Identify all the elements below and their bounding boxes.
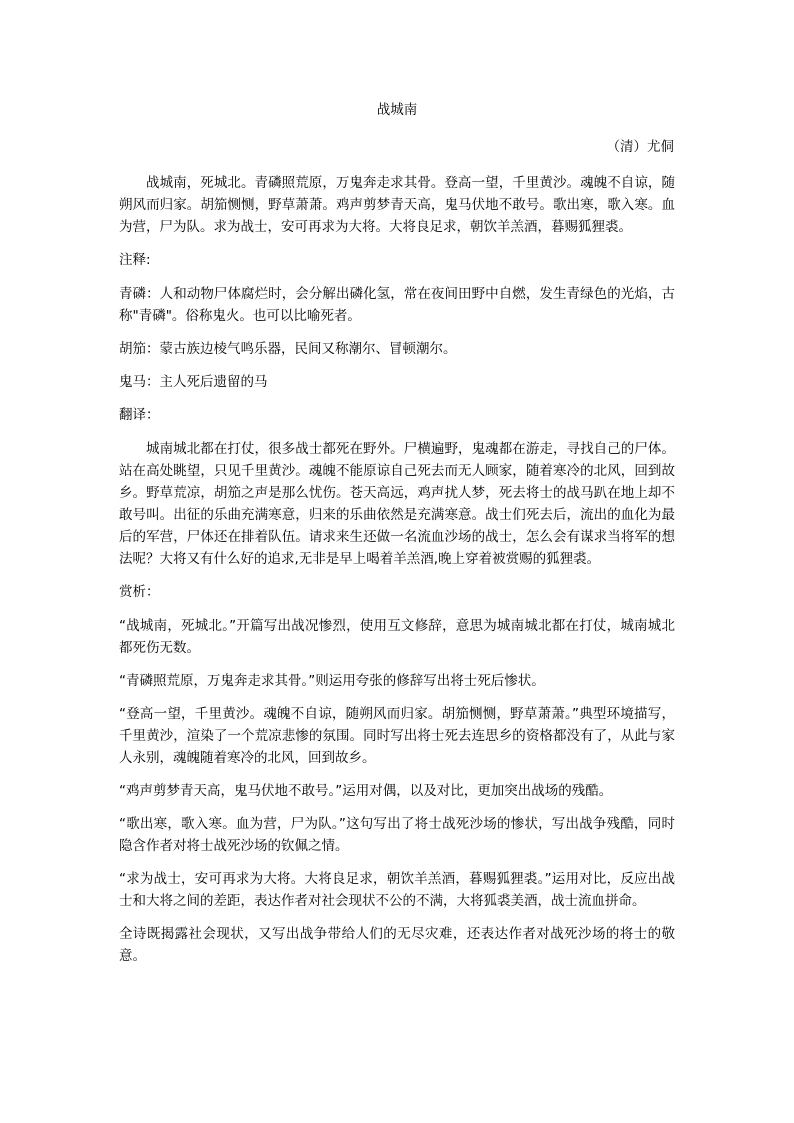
document-body bbox=[119, 172, 675, 978]
poem-title: 战城南 bbox=[376, 102, 418, 118]
note-item: 青磷：人和动物尸体腐烂时，会分解出磷化氢，常在夜间田野中自燃，发生青绿色的光焰，古称"青磷"。俗称鬼火。也可以比喻死者。 bbox=[119, 286, 675, 324]
poem-text: 战城南，死城北。青磷照荒原，万鬼奔走求其骨。登高一望，千里黄沙。魂魄不自谅，随朔风而归家。胡笳恻恻，野草萧萧。鸡声剪梦青天高，鬼马伏地不敢号。歌出寒，歌入寒。血为营，尸为队。求为战士，安可再求为大将。大将良足求，朝饮羊羔酒，暮赐狐狸裘。 bbox=[119, 175, 675, 235]
translation-heading: 翻译： bbox=[119, 407, 160, 423]
appreciation-paragraph: “鸡声剪梦青天高，鬼马伏地不敢号。”运用对偶，以及对比，更加突出战场的残酷。 bbox=[119, 783, 613, 799]
note-item: 鬼马：主人死后遗留的马 bbox=[119, 374, 268, 390]
poem-author: （清）尤侗 bbox=[606, 139, 674, 155]
translation-text: 城南城北都在打仗，很多战士都死在野外。尸横遍野，鬼魂都在游走，寻找自己的尸体。站在高处眺望，只见千里黄沙。魂魄不能原谅自己死去而无人顾家，随着寒冷的北风，回到故乡。野草荒凉，胡笳之声是那么忧伤。苍天高远，鸡声扰人梦，死去将士的战马趴在地上却不敢号叫。出征的乐曲充满寒意，归来的乐曲依然是充满寒意。战士们死去后，流出的血化为最后的军营，尸体还在排着队伍。请求来生还做一名流血沙场的战士，怎么会有谋求当将军的想法呢？大将又有什么好的追求,无非是早上喝着羊羔酒,晚上穿着被赏赐的狐狸裘。 bbox=[119, 441, 675, 567]
appreciation-paragraph: “登高一望，千里黄沙。魂魄不自谅，随朔风而归家。胡笳恻恻，野草萧萧。”典型环境描写，千里黄沙，渲染了一个荒凉悲惨的氛围。同时写出将士死去连思乡的资格都没有了，从此与家人永别，魂魄随着寒冷的北风，回到故乡。 bbox=[119, 706, 675, 766]
appreciation-heading: 赏析： bbox=[119, 584, 160, 600]
note-item: 胡笳：蒙古族边棱气鸣乐器，民间又称潮尔、冒顿潮尔。 bbox=[119, 341, 457, 357]
notes-heading: 注释: bbox=[119, 252, 151, 268]
appreciation-paragraph: “求为战士，安可再求为大将。大将良足求，朝饮羊羔酒，暮赐狐狸裘。”运用对比，反应出战士和大将之间的差距，表达作者对社会现状不公的不满，大将狐裘美酒，战士流血拼命。 bbox=[119, 871, 675, 909]
appreciation-paragraph: “战城南，死城北。”开篇写出战况惨烈，使用互文修辞，意思为城南城北都在打仗，城南城北都死伤无数。 bbox=[119, 618, 675, 656]
appreciation-paragraph: “青磷照荒原，万鬼奔走求其骨。”则运用夸张的修辞写出将士死后惨状。 bbox=[119, 673, 545, 689]
appreciation-paragraph: 全诗既揭露社会现状，又写出战争带给人们的无尽灾难，还表达作者对战死沙场的将士的敬意。 bbox=[119, 926, 675, 964]
appreciation-paragraph: “歌出寒，歌入寒。血为营，尸为队。”这句写出了将士战死沙场的惨状，写出战争残酷，同时隐含作者对将士战死沙场的钦佩之情。 bbox=[119, 816, 675, 854]
